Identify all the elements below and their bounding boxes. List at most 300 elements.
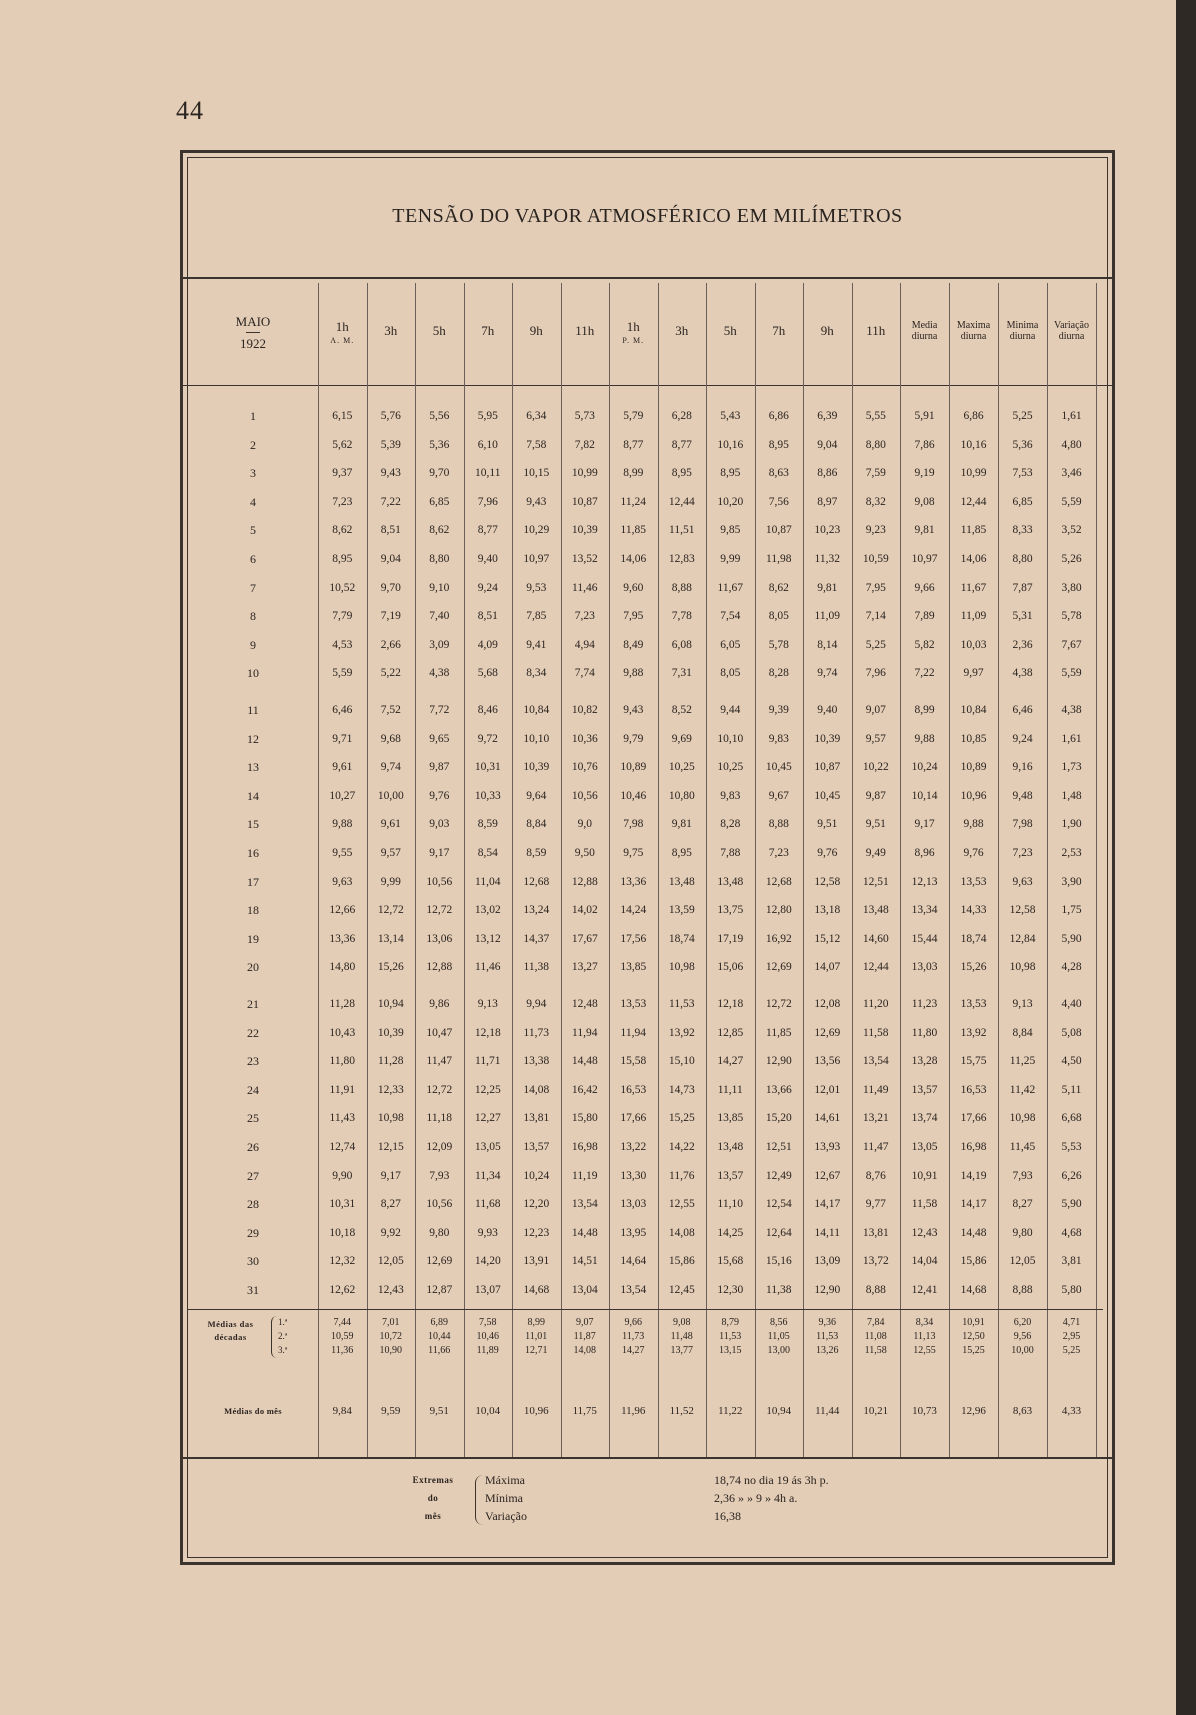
extremes-label-2: do (427, 1493, 439, 1503)
value-cell: 9,0 (577, 818, 592, 831)
decade-value-cell: 12,55 (913, 1345, 936, 1356)
value-cell: 11,76 (669, 1169, 695, 1182)
value-cell: 14,48 (960, 1226, 987, 1239)
value-cell: 12,68 (523, 875, 550, 888)
value-cell: 4,80 (1061, 438, 1082, 451)
value-cell: 10,24 (523, 1169, 550, 1182)
value-cell: 10,98 (1009, 961, 1036, 974)
table-row (183, 786, 1103, 806)
value-cell: 12,27 (474, 1112, 501, 1125)
value-cell: 10,27 (329, 789, 356, 802)
value-cell: 9,07 (865, 704, 886, 716)
decade-value-cell: 2,95 (1062, 1331, 1081, 1342)
value-cell: 15,26 (960, 961, 987, 974)
value-cell: 12,44 (668, 495, 695, 508)
value-cell: 11,18 (426, 1112, 452, 1125)
value-cell: 10,23 (814, 524, 841, 537)
value-cell: 9,17 (914, 818, 935, 831)
value-cell: 9,24 (1012, 732, 1033, 745)
value-cell: 16,98 (571, 1141, 598, 1153)
value-cell: 12,66 (329, 904, 356, 917)
value-cell: 9,51 (865, 818, 886, 831)
value-cell: 13,48 (862, 904, 889, 917)
day-cell: 20 (247, 960, 259, 975)
day-cell: 7 (250, 580, 256, 595)
day-cell: 8 (250, 609, 256, 624)
value-cell: 10,10 (523, 732, 550, 745)
value-cell: 12,72 (377, 904, 404, 917)
table-row (183, 463, 1103, 483)
value-cell: 6,05 (720, 638, 741, 651)
month-mean-cell: 10,94 (766, 1405, 792, 1417)
value-cell: 12,69 (426, 1255, 453, 1268)
value-cell: 8,95 (671, 847, 692, 859)
value-cell: 12,05 (1009, 1255, 1036, 1268)
value-cell: 13,34 (911, 904, 938, 917)
table-row (183, 729, 1103, 749)
value-cell: 5,39 (380, 438, 401, 451)
value-cell: 7,93 (1012, 1169, 1033, 1182)
decade-row (183, 1330, 1103, 1343)
month-mean-cell: 10,96 (523, 1405, 549, 1417)
decade-value-cell: 11,53 (719, 1331, 742, 1342)
extremes-brace (475, 1475, 484, 1525)
value-cell: 8,99 (623, 467, 644, 480)
value-cell: 11,85 (620, 524, 646, 537)
value-cell: 9,79 (623, 732, 644, 745)
value-cell: 7,78 (671, 610, 692, 623)
decade-value-cell: 10,46 (476, 1331, 499, 1342)
value-cell: 11,24 (620, 495, 646, 508)
column-header-label: 5h (723, 323, 737, 339)
value-cell: 11,51 (669, 524, 695, 537)
value-cell: 10,84 (960, 704, 987, 716)
value-cell: 7,96 (865, 667, 886, 680)
value-cell: 10,10 (717, 732, 744, 745)
day-cell: 23 (247, 1054, 259, 1069)
column-header-0 (318, 283, 367, 383)
value-cell: 12,43 (377, 1284, 404, 1296)
value-cell: 8,95 (332, 553, 353, 565)
value-cell: 10,52 (329, 581, 356, 594)
day-cell: 5 (250, 523, 256, 538)
value-cell: 10,29 (523, 524, 550, 537)
value-cell: 5,36 (1012, 438, 1033, 451)
value-cell: 3,09 (429, 638, 450, 651)
value-cell: 14,68 (523, 1284, 550, 1296)
value-cell: 8,76 (865, 1169, 886, 1182)
value-cell: 1,90 (1061, 818, 1082, 831)
table-row (183, 1080, 1103, 1100)
value-cell: 8,95 (720, 467, 741, 480)
value-cell: 11,32 (814, 553, 840, 565)
decade-value-cell: 9,36 (818, 1317, 836, 1328)
decade-value-cell: 11,01 (525, 1331, 548, 1342)
value-cell: 12,51 (862, 875, 889, 888)
month-mean-cell: 10,21 (863, 1405, 889, 1417)
value-cell: 12,74 (329, 1141, 356, 1153)
value-cell: 5,68 (477, 667, 498, 680)
value-cell: 9,55 (332, 847, 353, 859)
value-cell: 10,80 (668, 789, 695, 802)
value-cell: 12,44 (862, 961, 889, 974)
decade-value-cell: 10,00 (1011, 1345, 1034, 1356)
month-mean-cell: 11,96 (621, 1405, 646, 1417)
value-cell: 8,52 (671, 704, 692, 716)
value-cell: 5,73 (574, 410, 595, 422)
value-cell: 9,49 (865, 847, 886, 859)
value-cell: 8,80 (1012, 553, 1033, 565)
value-cell: 9,76 (817, 847, 838, 859)
value-cell: 9,66 (914, 581, 935, 594)
decade-value-cell: 8,79 (721, 1317, 739, 1328)
day-cell: 10 (247, 666, 259, 681)
decade-value-cell: 13,26 (816, 1345, 839, 1356)
value-cell: 7,52 (380, 704, 401, 716)
value-cell: 9,57 (380, 847, 401, 859)
value-cell: 9,99 (380, 875, 401, 888)
column-header-label: 7h (481, 323, 495, 339)
value-cell: 9,81 (671, 818, 692, 831)
value-cell: 17,56 (620, 932, 647, 945)
value-cell: 8,34 (526, 667, 547, 680)
value-cell: 8,54 (477, 847, 498, 859)
column-header-7 (658, 283, 707, 383)
decade-value-cell: 10,59 (331, 1331, 354, 1342)
value-cell: 14,11 (814, 1226, 840, 1239)
value-cell: 9,83 (768, 732, 789, 745)
value-cell: 10,98 (668, 961, 695, 974)
decade-index: 1.ª (278, 1317, 288, 1327)
value-cell: 10,56 (571, 789, 598, 802)
day-cell: 3 (250, 466, 256, 481)
table-row (183, 700, 1103, 720)
value-cell: 8,33 (1012, 524, 1033, 537)
value-cell: 10,24 (911, 761, 938, 774)
value-cell: 9,04 (380, 553, 401, 565)
value-cell: 15,86 (668, 1255, 695, 1268)
value-cell: 10,46 (620, 789, 647, 802)
table-row (183, 957, 1103, 977)
value-cell: 13,21 (862, 1112, 889, 1125)
value-cell: 9,88 (963, 818, 984, 831)
value-cell: 7,98 (623, 818, 644, 831)
month-mean-cell: 9,84 (332, 1405, 352, 1417)
value-cell: 10,14 (911, 789, 938, 802)
month-mean-cell: 10,04 (475, 1405, 501, 1417)
column-header-15 (1047, 283, 1096, 383)
value-cell: 2,53 (1061, 847, 1082, 859)
value-cell: 7,19 (380, 610, 401, 623)
page-edge (1176, 0, 1196, 1715)
value-cell: 10,36 (571, 732, 598, 745)
value-cell: 10,03 (960, 638, 987, 651)
value-cell: 9,76 (429, 789, 450, 802)
value-cell: 12,58 (1009, 904, 1036, 917)
value-cell: 6,28 (671, 410, 692, 422)
value-cell: 11,38 (523, 961, 549, 974)
value-cell: 13,75 (717, 904, 744, 917)
value-cell: 10,22 (862, 761, 889, 774)
month-mean-cell: 11,52 (669, 1405, 694, 1417)
value-cell: 11,09 (960, 610, 987, 623)
value-cell: 11,46 (572, 581, 598, 594)
month-means-label: Médias do mês (224, 1406, 282, 1416)
decade-value-cell: 13,15 (719, 1345, 742, 1356)
value-cell: 12,05 (377, 1255, 404, 1268)
table-row (183, 578, 1103, 598)
value-cell: 9,74 (817, 667, 838, 680)
value-cell: 5,36 (429, 438, 450, 451)
value-cell: 6,26 (1061, 1169, 1082, 1182)
value-cell: 5,08 (1061, 1026, 1082, 1039)
value-cell: 13,18 (814, 904, 841, 917)
value-cell: 13,27 (571, 961, 598, 974)
value-cell: 10,87 (765, 524, 792, 537)
value-cell: 10,97 (911, 553, 938, 565)
value-cell: 14,80 (329, 961, 356, 974)
decade-value-cell: 12,50 (962, 1331, 985, 1342)
decade-value-cell: 11,13 (913, 1331, 936, 1342)
column-header-label: 7h (772, 323, 786, 339)
day-cell: 18 (247, 903, 259, 918)
day-cell: 13 (247, 760, 259, 775)
value-cell: 6,15 (332, 410, 353, 422)
value-cell: 9,88 (623, 667, 644, 680)
value-cell: 10,94 (377, 998, 404, 1010)
value-cell: 9,68 (380, 732, 401, 745)
decade-index: 2.ª (278, 1331, 288, 1341)
day-cell: 29 (247, 1225, 259, 1240)
value-cell: 7,53 (1012, 467, 1033, 480)
value-cell: 10,97 (523, 553, 550, 565)
value-cell: 10,87 (571, 495, 598, 508)
value-cell: 9,69 (671, 732, 692, 745)
value-cell: 11,25 (1009, 1055, 1036, 1068)
value-cell: 13,02 (474, 904, 501, 917)
value-cell: 7,67 (1061, 638, 1082, 651)
value-cell: 5,91 (914, 410, 935, 422)
value-cell: 8,59 (477, 818, 498, 831)
value-cell: 11,58 (863, 1026, 889, 1039)
column-header-label: 1h (335, 318, 349, 334)
value-cell: 5,59 (1061, 495, 1082, 508)
value-cell: 14,06 (620, 553, 647, 565)
value-cell: 14,64 (620, 1255, 647, 1268)
value-cell: 4,68 (1061, 1226, 1082, 1239)
column-header-6 (609, 283, 658, 383)
column-header-4 (512, 283, 561, 383)
column-header-label: 11h (575, 323, 595, 339)
value-cell: 15,12 (814, 932, 841, 945)
value-cell: 10,98 (377, 1112, 404, 1125)
decade-value-cell: 11,89 (476, 1345, 499, 1356)
value-cell: 4,38 (1012, 667, 1033, 680)
value-cell: 1,75 (1061, 904, 1082, 917)
value-cell: 12,43 (911, 1226, 938, 1239)
day-cell: 19 (247, 931, 259, 946)
value-cell: 10,33 (474, 789, 501, 802)
value-cell: 11,43 (329, 1112, 355, 1125)
value-cell: 14,73 (668, 1083, 695, 1096)
value-cell: 14,51 (571, 1255, 598, 1268)
value-cell: 1,48 (1061, 789, 1082, 802)
decade-value-cell: 6,89 (430, 1317, 448, 1328)
month-mean-cell: 11,22 (718, 1405, 743, 1417)
decade-value-cell: 13,77 (670, 1345, 693, 1356)
value-cell: 11,46 (475, 961, 501, 974)
value-cell: 14,08 (523, 1083, 550, 1096)
decade-value-cell: 9,08 (673, 1317, 691, 1328)
table-row (183, 435, 1103, 455)
value-cell: 5,31 (1012, 610, 1033, 623)
decade-value-cell: 4,71 (1062, 1317, 1081, 1328)
value-cell: 9,90 (332, 1169, 353, 1182)
column-header-label: 9h (529, 323, 543, 339)
table-row (183, 1137, 1103, 1157)
value-cell: 8,27 (1012, 1198, 1033, 1211)
value-cell: 8,84 (526, 818, 547, 831)
value-cell: 9,04 (817, 438, 838, 451)
value-cell: 9,87 (865, 789, 886, 802)
value-cell: 13,03 (620, 1198, 647, 1211)
decade-value-cell: 7,01 (382, 1317, 400, 1328)
value-cell: 12,01 (814, 1083, 841, 1096)
value-cell: 4,40 (1061, 998, 1082, 1010)
value-cell: 13,53 (960, 875, 987, 888)
value-cell: 5,26 (1061, 553, 1082, 565)
value-cell: 9,63 (332, 875, 353, 888)
value-cell: 8,62 (768, 581, 789, 594)
day-cell: 2 (250, 437, 256, 452)
value-cell: 13,85 (717, 1112, 744, 1125)
value-cell: 15,06 (717, 961, 744, 974)
decade-row (183, 1316, 1103, 1329)
value-cell: 13,12 (474, 932, 501, 945)
value-cell: 9,17 (429, 847, 450, 859)
value-cell: 13,85 (620, 961, 647, 974)
decade-value-cell: 7,84 (867, 1317, 885, 1328)
value-cell: 10,39 (523, 761, 550, 774)
column-header-3 (464, 283, 513, 383)
column-header-label: 1h (626, 318, 640, 334)
value-cell: 8,51 (380, 524, 401, 537)
value-cell: 6,86 (768, 410, 789, 422)
value-cell: 10,87 (814, 761, 841, 774)
value-cell: 12,80 (765, 904, 792, 917)
value-cell: 9,48 (1012, 789, 1033, 802)
decade-value-cell: 11,53 (816, 1331, 839, 1342)
column-header-label: 9h (820, 323, 834, 339)
value-cell: 11,67 (960, 581, 987, 594)
value-cell: 12,18 (717, 998, 744, 1010)
value-cell: 10,99 (960, 467, 987, 480)
value-cell: 8,05 (768, 610, 789, 623)
value-cell: 12,84 (1009, 932, 1036, 945)
value-cell: 11,71 (475, 1055, 501, 1068)
value-cell: 5,59 (1061, 667, 1082, 680)
day-cell: 30 (247, 1254, 259, 1269)
value-cell: 9,85 (720, 524, 741, 537)
extreme-max-name: Máxima (485, 1473, 525, 1487)
value-cell: 12,72 (426, 904, 453, 917)
value-cell: 5,90 (1061, 1198, 1082, 1211)
table-row (183, 1051, 1103, 1071)
value-cell: 13,14 (377, 932, 404, 945)
value-cell: 13,03 (911, 961, 938, 974)
value-cell: 10,39 (571, 524, 598, 537)
title-rule (183, 277, 1112, 279)
table-row (183, 900, 1103, 920)
value-cell: 13,28 (911, 1055, 938, 1068)
value-cell: 7,98 (1012, 818, 1033, 831)
value-cell: 13,05 (911, 1141, 938, 1153)
value-cell: 14,61 (814, 1112, 841, 1125)
value-cell: 11,80 (911, 1026, 938, 1039)
value-cell: 13,74 (911, 1112, 938, 1125)
month-divider (246, 332, 260, 333)
decade-value-cell: 11,58 (864, 1345, 887, 1356)
value-cell: 9,44 (720, 704, 741, 716)
value-cell: 14,19 (960, 1169, 987, 1182)
month-mean-cell: 9,59 (381, 1405, 401, 1417)
extreme-var-value: 16,38 (714, 1509, 741, 1523)
value-cell: 12,68 (765, 875, 792, 888)
value-cell: 12,62 (329, 1284, 356, 1296)
value-cell: 11,85 (766, 1026, 792, 1039)
value-cell: 16,92 (765, 932, 792, 945)
table-row (183, 492, 1103, 512)
value-cell: 9,80 (1012, 1226, 1033, 1239)
value-cell: 12,41 (911, 1284, 938, 1296)
value-cell: 12,32 (329, 1255, 356, 1268)
value-cell: 5,25 (865, 638, 886, 651)
table-row (183, 1108, 1103, 1128)
decade-value-cell: 11,73 (622, 1331, 645, 1342)
table-row (183, 606, 1103, 626)
value-cell: 3,90 (1061, 875, 1082, 888)
value-cell: 7,22 (914, 667, 935, 680)
month-mean-cell: 12,96 (961, 1405, 986, 1417)
value-cell: 9,13 (1012, 998, 1033, 1010)
value-cell: 10,00 (377, 789, 404, 802)
day-cell: 6 (250, 552, 256, 566)
month-mean-cell: 11,75 (572, 1405, 597, 1417)
value-cell: 13,81 (523, 1112, 550, 1125)
column-header-2 (415, 283, 464, 383)
value-cell: 12,09 (426, 1141, 453, 1153)
value-cell: 10,18 (329, 1226, 356, 1239)
decade-value-cell: 8,99 (527, 1317, 545, 1328)
value-cell: 8,27 (380, 1198, 401, 1211)
value-cell: 13,48 (668, 875, 695, 888)
value-cell: 10,15 (523, 467, 550, 480)
value-cell: 11,38 (766, 1284, 792, 1296)
day-cell: 1 (250, 409, 256, 423)
value-cell: 5,56 (429, 410, 450, 422)
value-cell: 6,85 (429, 495, 450, 508)
value-cell: 18,74 (960, 932, 987, 945)
value-cell: 8,80 (429, 553, 450, 565)
value-cell: 10,31 (329, 1198, 356, 1211)
day-cell: 9 (250, 637, 256, 652)
value-cell: 10,25 (668, 761, 695, 774)
value-cell: 5,59 (332, 667, 353, 680)
value-cell: 9,76 (963, 847, 984, 859)
day-cell: 15 (247, 817, 259, 832)
value-cell: 9,63 (1012, 875, 1033, 888)
value-cell: 6,10 (477, 438, 498, 451)
